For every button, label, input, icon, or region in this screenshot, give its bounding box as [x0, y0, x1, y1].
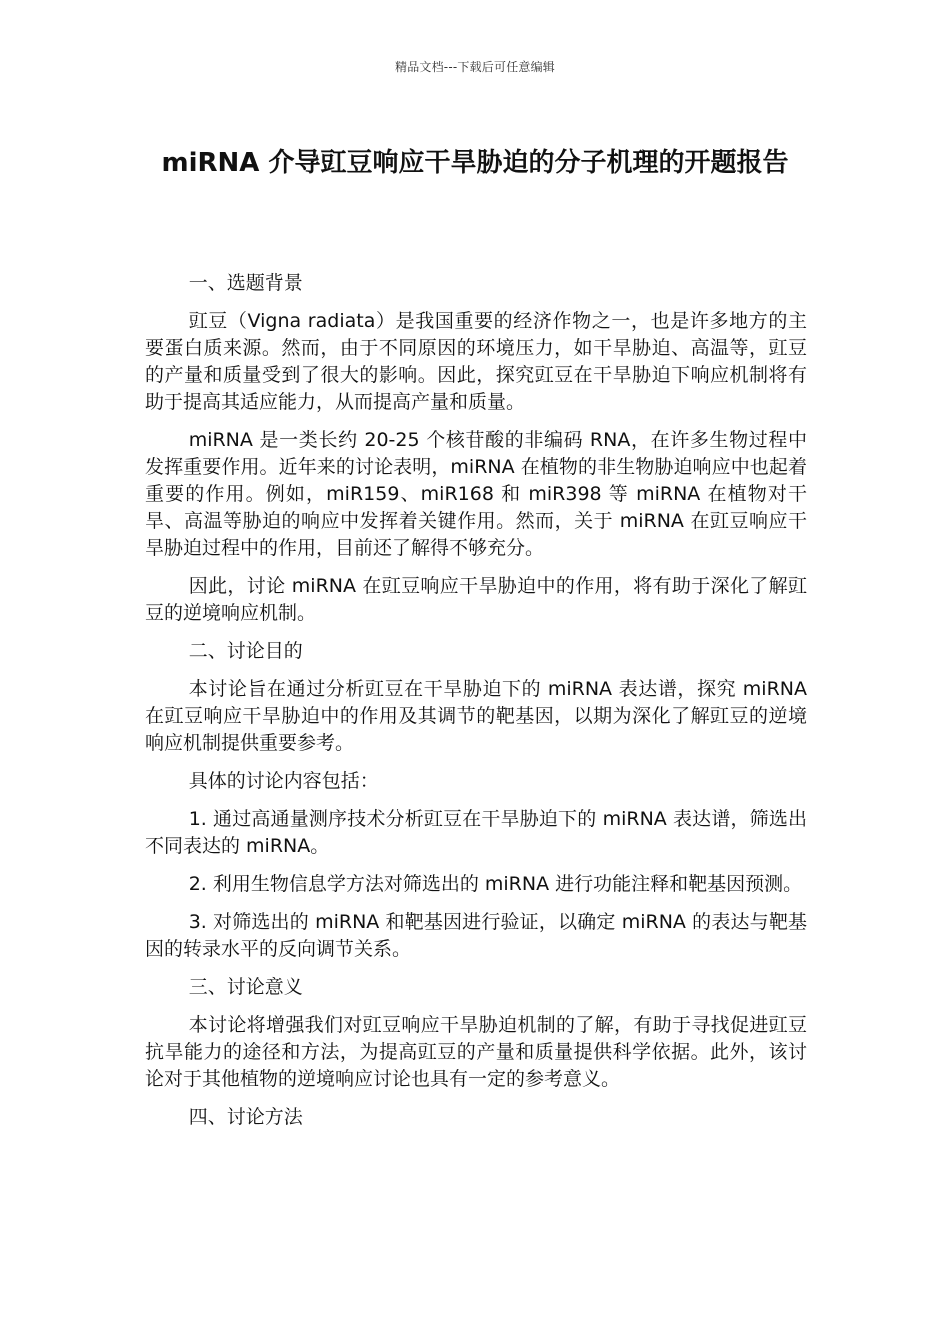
paragraph-significance-1: 本讨论将增强我们对豇豆响应干旱胁迫机制的了解，有助于寻找促进豇豆抗旱能力的途径和方法，为提高豇豆的产量和质量提供科学依据。此外，该讨论对于其他植物的逆境响应讨论也具有一定的参考意义。 — [145, 1014, 807, 1090]
section-heading-significance: 三、讨论意义 — [188, 976, 303, 998]
paragraph-background-3: 因此，讨论 miRNA 在豇豆响应干旱胁迫中的作用，将有助于深化了解豇豆的逆境响应机制。 — [145, 575, 807, 624]
paragraph-background-2: miRNA 是一类长约 20-25 个核苷酸的非编码 RNA，在许多生物过程中发挥重要作用。近年来的讨论表明，miRNA 在植物的非生物胁迫响应中也起着重要的作用。例如，miR159、miR168 和 miR398 等 miRNA 在植物对干旱、高温等胁迫的响应中发挥着关键作用。然而，关于 miRNA 在豇豆响应干旱胁迫过程中的作用，目前还了解得不够充分。 — [145, 429, 807, 559]
paragraph-purpose-2: 具体的讨论内容包括： — [188, 770, 379, 792]
section-heading-background: 一、选题背景 — [188, 272, 303, 294]
paragraph-background-1: 豇豆（Vigna radiata）是我国重要的经济作物之一，也是许多地方的主要蛋白质来源。然而，由于不同原因的环境压力，如干旱胁迫、高温等，豇豆的产量和质量受到了很大的影响。因此，探究豇豆在干旱胁迫下响应机制将有助于提高其适应能力，从而提高产量和质量。 — [145, 310, 807, 413]
list-item-purpose-3: 3. 对筛选出的 miRNA 和靶基因进行验证，以确定 miRNA 的表达与靶基因的转录水平的反向调节关系。 — [145, 911, 807, 960]
document-body — [145, 270, 807, 1142]
section-heading-methods: 四、讨论方法 — [188, 1106, 303, 1128]
list-item-purpose-1: 1. 通过高通量测序技术分析豇豆在干旱胁迫下的 miRNA 表达谱，筛选出不同表达的 miRNA。 — [145, 808, 807, 857]
list-item-purpose-2: 2. 利用生物信息学方法对筛选出的 miRNA 进行功能注释和靶基因预测。 — [188, 873, 803, 895]
document-title: miRNA 介导豇豆响应干旱胁迫的分子机理的开题报告 — [161, 148, 789, 178]
paragraph-purpose-1: 本讨论旨在通过分析豇豆在干旱胁迫下的 miRNA 表达谱，探究 miRNA 在豇豆响应干旱胁迫中的作用及其调节的靶基因，以期为深化了解豇豆的逆境响应机制提供重要参考。 — [145, 678, 807, 754]
page-header-note: 精品文档---下载后可任意编辑 — [395, 60, 555, 74]
section-heading-purpose: 二、讨论目的 — [188, 640, 303, 662]
